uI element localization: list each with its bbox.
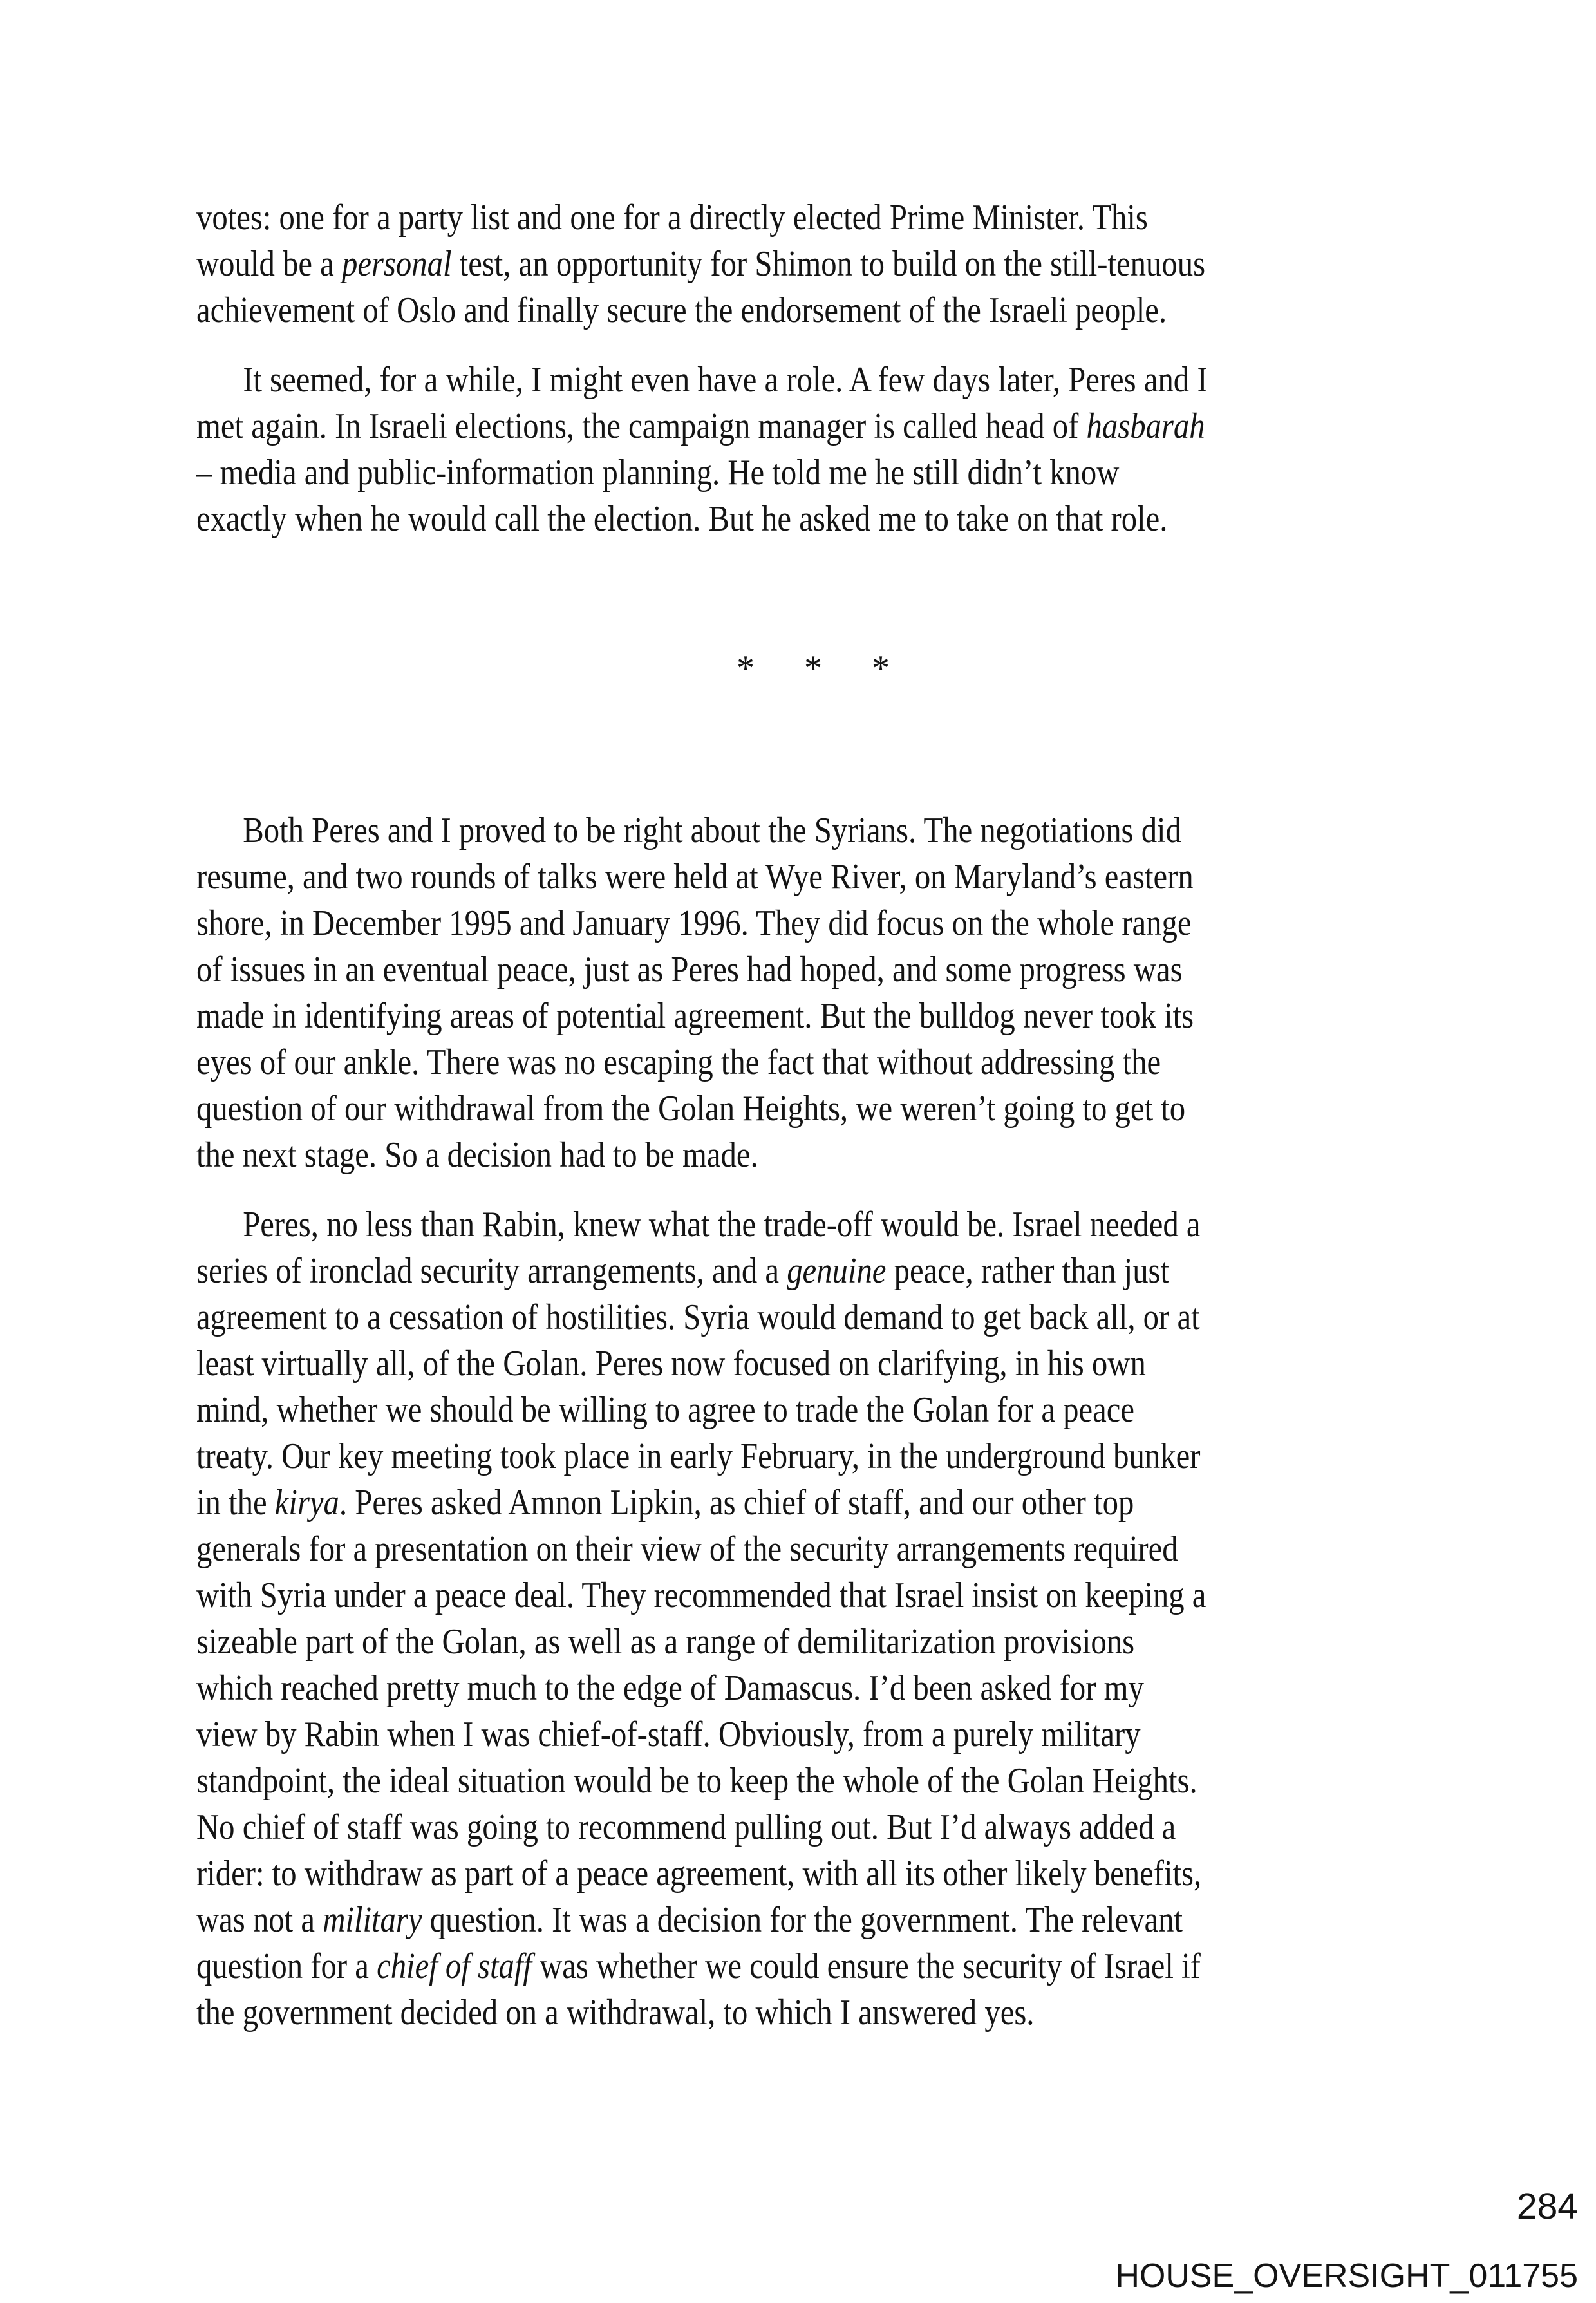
text-line	[196, 1804, 1434, 1850]
text-line	[196, 854, 1434, 900]
text-line	[196, 287, 1434, 334]
italic-text-run: military	[323, 1900, 422, 1940]
text-line	[196, 1850, 1434, 1897]
page-number: 284	[1516, 2186, 1578, 2227]
text-line	[196, 194, 1434, 241]
text-run: agreement to a cessation of hostilities. Syria would demand to get back all, or at	[196, 1297, 1200, 1337]
paragraph	[196, 807, 1596, 1178]
text-run: met again. In Israeli elections, the campaign manager is called head of	[196, 406, 1087, 446]
text-line	[196, 900, 1434, 946]
text-run: treaty. Our key meeting took place in early February, in the underground bunker	[196, 1436, 1201, 1476]
text-run: the government decided on a withdrawal, to which I answered yes.	[196, 1993, 1035, 2033]
text-run: generals for a presentation on their view of the security arrangements required	[196, 1529, 1178, 1569]
text-run: peace, rather than just	[886, 1251, 1170, 1291]
text-run: the next stage. So a decision had to be made.	[196, 1135, 758, 1175]
text-line	[196, 357, 1434, 403]
text-run: . Peres asked Amnon Lipkin, as chief of staff, and our other top	[339, 1483, 1134, 1523]
text-line	[196, 496, 1434, 542]
text-run: standpoint, the ideal situation would be to keep the whole of the Golan Heights.	[196, 1761, 1197, 1801]
text-run: was whether we could ensure the security of Israel if	[531, 1946, 1201, 1986]
text-line	[196, 946, 1434, 993]
text-run: achievement of Oslo and finally secure the endorsement of the Israeli people.	[196, 290, 1167, 330]
text-run: – media and public-information planning. He told me he still didn’t know	[196, 453, 1120, 493]
italic-text-run: hasbarah	[1086, 406, 1205, 446]
text-run: It seemed, for a while, I might even have a role. A few days later, Peres and I	[243, 360, 1208, 400]
text-run: least virtually all, of the Golan. Peres now focused on clarifying, in his own	[196, 1344, 1146, 1384]
text-line	[196, 1572, 1434, 1619]
text-run: sizeable part of the Golan, as well as a range of demilitarization provisions	[196, 1622, 1135, 1662]
text-line	[196, 807, 1434, 854]
text-line	[196, 1897, 1434, 1943]
section-separator: * * *	[737, 648, 890, 688]
text-line	[196, 1433, 1434, 1480]
text-line	[196, 1943, 1434, 1989]
text-line	[196, 1711, 1434, 1758]
text-line	[196, 1665, 1434, 1711]
text-run: Peres, no less than Rabin, knew what the trade-off would be. Israel needed a	[243, 1205, 1201, 1245]
text-run: which reached pretty much to the edge of Damascus. I’d been asked for my	[196, 1668, 1144, 1708]
text-run: votes: one for a party list and one for a directly elected Prime Minister. This	[196, 198, 1148, 238]
text-run: eyes of our ankle. There was no escaping the fact that without addressing the	[196, 1042, 1161, 1082]
text-line	[196, 1340, 1434, 1387]
text-run: mind, whether we should be willing to agree to trade the Golan for a peace	[196, 1390, 1135, 1430]
text-line	[196, 403, 1434, 449]
text-run: of issues in an eventual peace, just as Peres had hoped, and some progress was	[196, 950, 1183, 990]
text-run: question. It was a decision for the government. The relevant	[422, 1900, 1183, 1940]
text-run: series of ironclad security arrangements, and a	[196, 1251, 787, 1291]
text-run: would be a	[196, 244, 342, 284]
text-line	[196, 993, 1434, 1039]
text-run: rider: to withdraw as part of a peace agreement, with all its other likely benefits,	[196, 1854, 1202, 1894]
text-run: question for a	[196, 1946, 377, 1986]
text-line	[196, 1526, 1434, 1572]
text-line	[196, 449, 1434, 496]
text-run: exactly when he would call the election. But he asked me to take on that role.	[196, 499, 1168, 539]
italic-text-run: chief of staff	[377, 1946, 532, 1986]
text-line	[196, 1758, 1434, 1804]
italic-text-run: personal	[341, 244, 452, 284]
text-line	[196, 1039, 1434, 1086]
text-run: was not a	[196, 1900, 323, 1940]
text-line	[196, 241, 1434, 287]
text-run: question of our withdrawal from the Golan Heights, we weren’t going to get to	[196, 1089, 1186, 1129]
text-run: made in identifying areas of potential agreement. But the bulldog never took its	[196, 996, 1194, 1036]
text-line	[196, 1619, 1434, 1665]
body-text	[196, 194, 1596, 2059]
text-run: resume, and two rounds of talks were held at Wye River, on Maryland’s eastern	[196, 857, 1194, 897]
paragraph	[196, 194, 1596, 334]
text-line	[196, 1480, 1434, 1526]
text-line	[196, 1201, 1434, 1248]
text-line	[196, 1132, 1434, 1178]
text-run: in the	[196, 1483, 275, 1523]
text-line	[196, 1989, 1434, 2036]
text-run: shore, in December 1995 and January 1996. They did focus on the whole range	[196, 903, 1192, 943]
paragraph	[196, 1201, 1596, 2036]
italic-text-run: genuine	[787, 1251, 887, 1291]
bates-stamp: HOUSE_OVERSIGHT_011755	[1115, 2257, 1578, 2295]
italic-text-run: kirya	[274, 1483, 339, 1523]
paragraph	[196, 357, 1596, 542]
text-run: with Syria under a peace deal. They recommended that Israel insist on keeping a	[196, 1575, 1206, 1615]
text-run: test, an opportunity for Shimon to build on the still-tenuous	[451, 244, 1206, 284]
text-line	[196, 1248, 1434, 1294]
text-run: No chief of staff was going to recommend pulling out. But I’d always added a	[196, 1807, 1176, 1847]
text-line	[196, 1294, 1434, 1340]
text-run: Both Peres and I proved to be right about the Syrians. The negotiations did	[243, 811, 1181, 851]
text-line	[196, 1086, 1434, 1132]
text-run: view by Rabin when I was chief-of-staff. Obviously, from a purely military	[196, 1715, 1141, 1754]
text-line	[196, 1387, 1434, 1433]
